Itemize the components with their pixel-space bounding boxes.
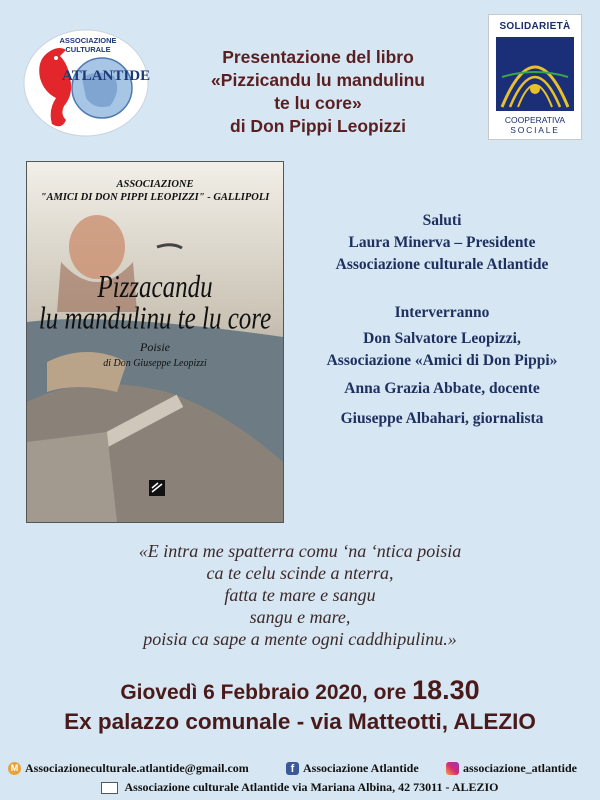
title-line-2: «Pizzicandu lu mandulinu — [211, 70, 425, 90]
event-time: 18.30 — [412, 675, 480, 705]
greetings-line-2: Associazione culturale Atlantide — [335, 256, 549, 273]
title-line-3: te lu core» — [274, 93, 362, 113]
contact-bar — [0, 761, 600, 777]
greetings-heading: Saluti — [422, 212, 462, 229]
email-icon: M — [8, 762, 21, 775]
speaker-2: Anna Grazia Abbate, docente — [344, 380, 540, 397]
poem-line-2: ca te celu scinde a nterra, — [206, 563, 394, 583]
speakers-heading: Interverranno — [394, 304, 490, 321]
title-line-1: Presentazione del libro — [222, 47, 414, 67]
event-title — [150, 46, 486, 138]
greetings-line-1: Laura Minerva – Presidente — [348, 234, 536, 251]
book-subtitle: Poisie — [140, 340, 170, 354]
atlantide-logo — [22, 28, 150, 138]
address-bar — [0, 780, 600, 795]
poem-line-3: fatta te mare e sangu — [224, 585, 376, 605]
email-contact[interactable] — [8, 761, 249, 776]
poem-line-4: sangu e mare, — [249, 607, 351, 627]
event-date-text: Giovedì 6 Febbraio 2020, ore — [120, 681, 407, 704]
book-association-line-2: "AMICI DI DON PIPPI LEOPIZZI" - GALLIPOLI — [40, 192, 270, 203]
poem-line-5: poisia ca sape a mente ogni caddhipulinu.» — [143, 629, 457, 649]
solidarieta-logo — [488, 14, 582, 140]
instagram-icon — [446, 762, 459, 775]
facebook-text: Associazione Atlantide — [303, 761, 419, 775]
event-date — [0, 675, 600, 706]
event-venue: Ex palazzo comunale - via Matteotti, ALEZIO — [64, 709, 536, 734]
cooperative-emblem-icon — [496, 37, 574, 111]
facebook-contact[interactable] — [286, 761, 419, 776]
title-line-4: di Don Pippi Leopizzi — [230, 116, 406, 136]
program-section — [292, 210, 592, 430]
book-association-line-1: ASSOCIAZIONE — [116, 179, 194, 190]
address-text: Associazione culturale Atlantide via Mariana Albina, 42 73011 - ALEZIO — [124, 780, 499, 794]
speaker-1-line-2: Associazione «Amici di Don Pippi» — [326, 352, 558, 369]
book-cover — [26, 161, 284, 523]
envelope-icon — [101, 782, 118, 794]
logo-name: ATLANTIDE — [62, 68, 151, 84]
logo-right-bottom-2: SOCIALE — [510, 125, 560, 135]
logo-arc-text: ASSOCIAZIONE CULTURALE — [59, 36, 117, 54]
poem-line-1: «E intra me spatterra comu ‘na ‘ntica poisia — [138, 541, 462, 561]
instagram-contact[interactable] — [446, 761, 577, 776]
speaker-3: Giuseppe Albahari, giornalista — [340, 410, 544, 427]
logo-right-bottom-1: COOPERATIVA — [504, 115, 566, 125]
instagram-text: associazione_atlantide — [463, 761, 577, 775]
poem-quote — [30, 540, 570, 650]
speaker-1-line-1: Don Salvatore Leopizzi, — [363, 330, 521, 347]
book-title-line-1: Pizzacandu — [97, 270, 213, 305]
book-title — [37, 272, 273, 335]
email-text: Associazioneculturale.atlantide@gmail.com — [25, 761, 249, 775]
book-title-line-2: lu mandulinu te lu core — [38, 302, 272, 336]
book-author: di Don Giuseppe Leopizzi — [103, 358, 207, 369]
logo-right-top: SOLIDARIETÀ — [499, 21, 571, 32]
facebook-icon: f — [286, 762, 299, 775]
book-association — [27, 178, 283, 204]
